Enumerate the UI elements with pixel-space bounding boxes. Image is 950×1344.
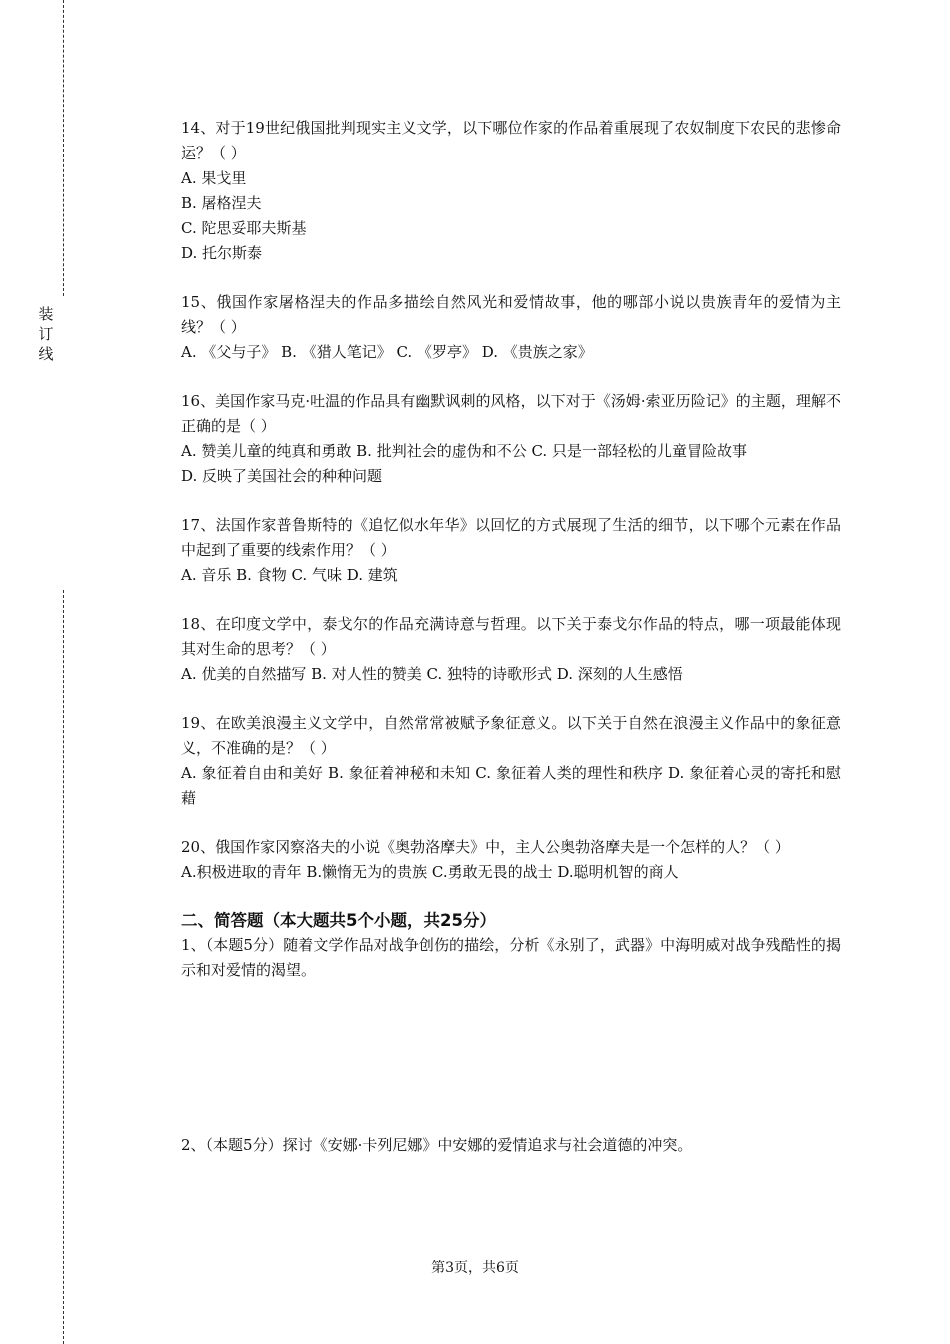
- binding-dashed-line-top: [63, 0, 64, 296]
- section-title: 二、简答题（本大题共5个小题，共25分）: [181, 911, 496, 930]
- question-stem: 18、在印度文学中，泰戈尔的作品充满诗意与哲理。以下关于泰戈尔作品的特点，哪一项最能体现其对生命的思考？（ ）: [181, 615, 841, 658]
- question-option: D. 托尔斯泰: [181, 244, 263, 262]
- question-options: A. 音乐 B. 食物 C. 气味 D. 建筑: [181, 566, 398, 584]
- question-options: D. 反映了美国社会的种种问题: [181, 467, 383, 485]
- question-stem: 17、法国作家普鲁斯特的《追忆似水年华》以回忆的方式展现了生活的细节，以下哪个元素在作品中起到了重要的线索作用？（ ）: [181, 516, 841, 559]
- question-option: C. 陀思妥耶夫斯基: [181, 219, 307, 237]
- question-option: A. 果戈里: [181, 169, 247, 187]
- question-20: [181, 835, 841, 885]
- question-16: [181, 389, 841, 489]
- question-stem: 1、（本题5分）随着文学作品对战争创伤的描绘，分析《永别了，武器》中海明威对战争残酷性的揭示和对爱情的渴望。: [181, 936, 841, 979]
- binding-label-char: 订: [38, 325, 54, 343]
- question-14: [181, 116, 841, 266]
- question-options: A. 赞美儿童的纯真和勇敢 B. 批判社会的虚伪和不公 C. 只是一部轻松的儿童冒险故事: [181, 442, 747, 460]
- page-footer: 第3页，共6页: [431, 1260, 519, 1276]
- question-options: A. 《父与子》 B. 《猎人笔记》 C. 《罗亭》 D. 《贵族之家》: [181, 343, 593, 361]
- question-18: [181, 612, 841, 687]
- short-answer-question-1: [181, 933, 841, 1133]
- binding-dashed-line-bottom: [63, 590, 64, 1344]
- question-stem: 16、美国作家马克·吐温的作品具有幽默讽刺的风格，以下对于《汤姆·索亚历险记》的主题，理解不正确的是（ ）: [181, 392, 841, 435]
- question-option: B. 屠格涅夫: [181, 194, 262, 212]
- question-stem: 15、俄国作家屠格涅夫的作品多描绘自然风光和爱情故事，他的哪部小说以贵族青年的爱情为主线？（ ）: [181, 293, 841, 336]
- question-stem: 19、在欧美浪漫主义文学中，自然常常被赋予象征意义。以下关于自然在浪漫主义作品中的象征意义，不准确的是？（ ）: [181, 714, 841, 757]
- question-stem: 20、俄国作家冈察洛夫的小说《奥勃洛摩夫》中，主人公奥勃洛摩夫是一个怎样的人？（ ）: [181, 838, 790, 856]
- question-15: [181, 290, 841, 365]
- exam-content: [181, 116, 841, 1158]
- question-options: A.积极进取的青年 B.懒惰无为的贵族 C.勇敢无畏的战士 D.聪明机智的商人: [181, 863, 679, 881]
- short-answer-question-2: [181, 1133, 841, 1158]
- question-stem: 14、对于19世纪俄国批判现实主义文学，以下哪位作家的作品着重展现了农奴制度下农民的悲惨命运？（ ）: [181, 119, 841, 162]
- question-17: [181, 513, 841, 588]
- binding-label-char: 线: [38, 345, 54, 363]
- question-stem: 2、（本题5分）探讨《安娜·卡列尼娜》中安娜的爱情追求与社会道德的冲突。: [181, 1136, 693, 1154]
- binding-line-label: [36, 304, 56, 364]
- binding-label-char: 装: [38, 305, 54, 323]
- question-options: A. 象征着自由和美好 B. 象征着神秘和未知 C. 象征着人类的理性和秩序 D. 象征着心灵的寄托和慰藉: [181, 764, 841, 807]
- question-19: [181, 711, 841, 811]
- question-options: A. 优美的自然描写 B. 对人性的赞美 C. 独特的诗歌形式 D. 深刻的人生感悟: [181, 665, 683, 683]
